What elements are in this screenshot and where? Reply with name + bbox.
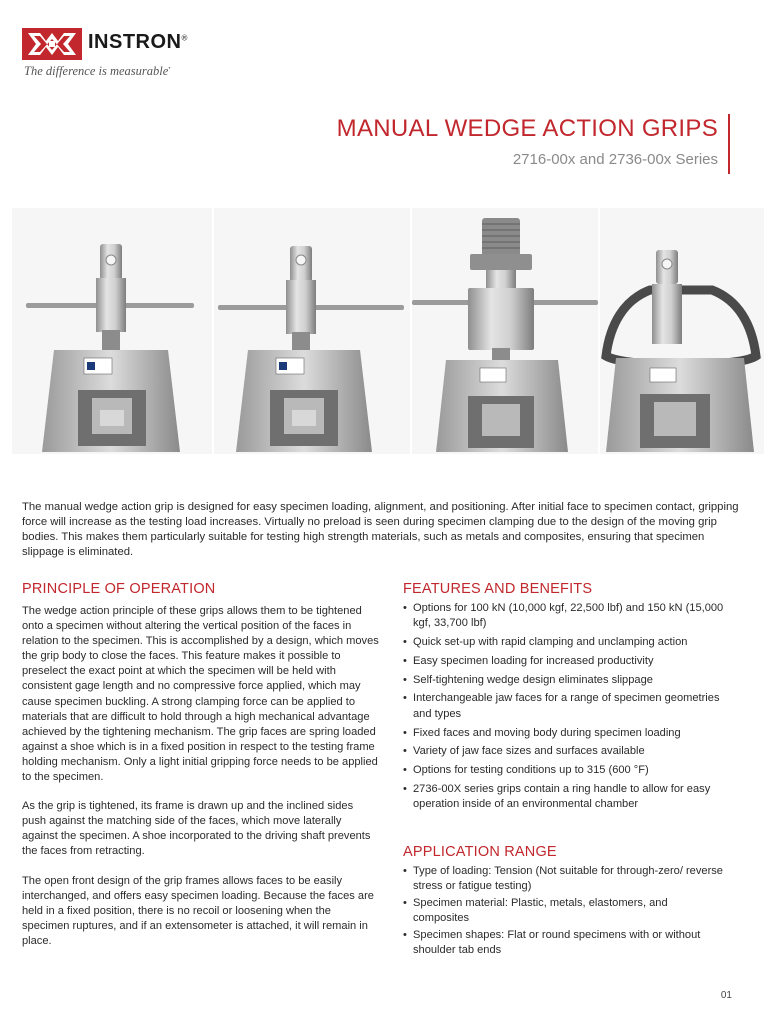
list-item: • Type of loading: Tension (Not suitable for through-zero/ reverse stress or fatigue testing) (403, 864, 725, 895)
wedge-grip-threaded-adapter-photo-icon (412, 208, 598, 454)
wedge-grip-ring-handle-photo-icon (600, 208, 764, 454)
title-block (337, 115, 718, 168)
page-title: MANUAL WEDGE ACTION GRIPS (336, 115, 718, 142)
grip-photo-3 (412, 208, 598, 454)
list-item: • Easy specimen loading for increased productivity (403, 654, 733, 669)
list-item: • Variety of jaw face sizes and surfaces available (403, 744, 733, 759)
list-item: • Options for 100 kN (10,000 kgf, 22,500 lbf) and 150 kN (15,000 kgf, 33,700 lbf) (403, 601, 733, 632)
page-number: 01 (720, 990, 732, 1001)
list-item: • Options for testing conditions up to 315 (600 °F) (403, 763, 733, 778)
tagline-mark: • (168, 65, 171, 72)
page-subtitle: 2716-00x and 2736-00x Series (512, 151, 718, 168)
intro-paragraph: The manual wedge action grip is designed for easy specimen loading, alignment, and positioning. After initial face to specimen contact, gripping force will increase as the testing load increases. Virtually no preload is seen during specimen clamping due to the design of the moving grip bodies. This makes them particularly suitable for testing high strength materials, such as metals and composites, ensuring that specimen slippage is eliminated. (22, 501, 739, 558)
list-item: • Specimen shapes: Flat or round specimens with or without shoulder tab ends (403, 928, 725, 959)
principle-paragraph-1: The wedge action principle of these grips allows them to be tightened onto a specimen without altering the vertical position of the faces in relation to the specimen. This is accomplished by a design, which moves the grip body to close the faces. This feature makes it possible to preselect the exact point at which the specimen will be held with consistent gage length and no compressive force applied, which may cause specimen buckling. A strong clamping force can be applied to materials that are difficult to hold through a high mechanical advantage achieved by the tightening mechanism. The grip faces are spring loaded against a shoe which is in a fixed position in respect to the testing frame holding mechanism. Only a light initial gripping force needs to be applied to the specimen. (22, 605, 379, 784)
principle-body (22, 604, 380, 963)
principle-paragraph-3: The open front design of the grip frames allows faces to be easily interchanged, and offers easy specimen loading. Because the faces are held in a fixed position, there is no recoil or loosening when the specimen ruptures, and if an extensometer is attached, it will remain in place. (22, 874, 374, 947)
list-item: • Self-tightening wedge design eliminates slippage (403, 673, 733, 688)
list-item: • Specimen material: Plastic, metals, elastomers, and composites (403, 896, 725, 927)
features-heading: FEATURES AND BENEFITS (403, 581, 593, 597)
features-list (403, 601, 733, 816)
grip-photo-4 (600, 208, 764, 454)
wedge-grip-t-handle-photo-icon (12, 208, 212, 454)
list-item: • Quick set-up with rapid clamping and unclamping action (403, 635, 733, 650)
application-heading: APPLICATION RANGE (403, 844, 557, 860)
brand-name: INSTRON® (88, 31, 188, 53)
wedge-grip-t-handle-photo-icon (214, 208, 410, 454)
grip-photo-1 (12, 208, 212, 454)
principle-paragraph-2: As the grip is tightened, its frame is drawn up and the inclined sides push against the matching side of the faces, which move laterally against the specimen. A shoe incorporated to the driving shaft prevents the faces from retracting. (22, 800, 371, 858)
list-item: • 2736-00X series grips contain a ring handle to allow for easy operation inside of an environmental chamber (403, 782, 733, 813)
instron-logo (22, 28, 222, 60)
principle-heading: PRINCIPLE OF OPERATION (22, 581, 216, 597)
registered-mark: ® (181, 33, 188, 43)
list-item: • Interchangeable jaw faces for a range of specimen geometries and types (403, 691, 733, 722)
list-item: • Fixed faces and moving body during specimen loading (403, 726, 733, 741)
instron-logo-mark-icon (22, 28, 82, 60)
grip-photo-2 (214, 208, 410, 454)
application-list (403, 864, 725, 960)
title-accent-bar (728, 114, 730, 174)
brand-tagline: The difference is measurable• (24, 64, 171, 78)
